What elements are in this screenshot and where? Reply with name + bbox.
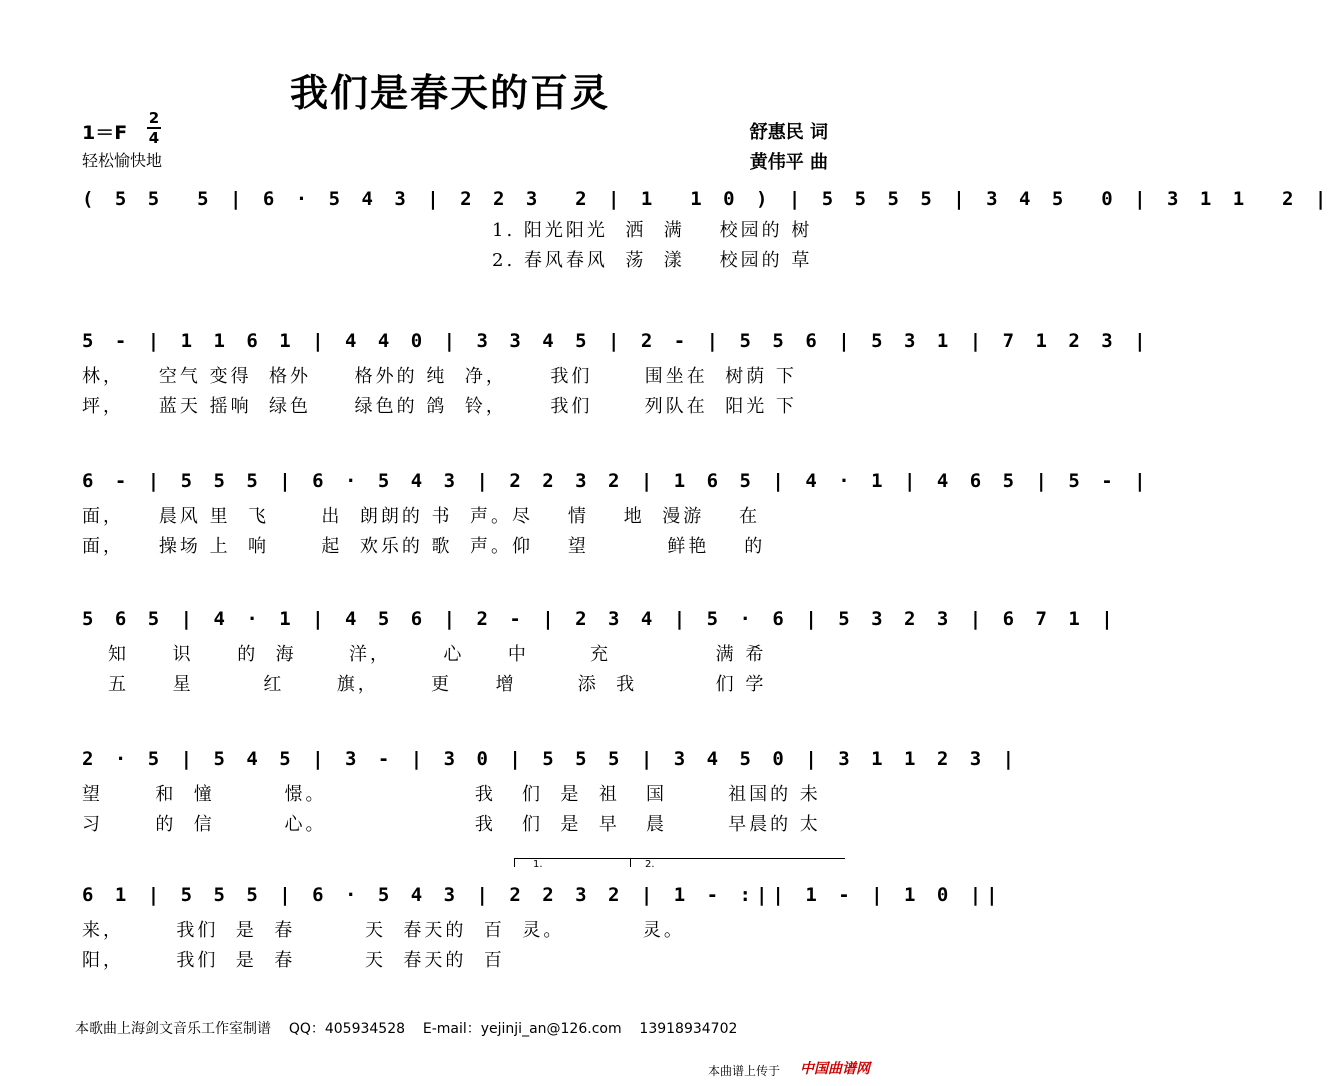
lyricist-credit: 舒惠民 词: [749, 122, 828, 143]
qq-contact: QQ：405934528: [288, 1021, 406, 1037]
lyric-verse-1: 面， 晨风 里 飞 出 朗朗的 书 声。尽 情 地 漫游 在: [82, 506, 761, 527]
site-logo: 中国曲谱网: [800, 1061, 870, 1077]
song-title: 我们是春天的百灵: [289, 70, 610, 115]
composer-credit: 黄伟平 曲: [749, 152, 828, 173]
time-signature-top: 2: [148, 109, 160, 127]
lyric-verse-1: 望 和 憧 憬。 我 们 是 祖 国 祖国的 未: [82, 784, 821, 805]
lyric-verse-1: 来， 我们 是 春 天 春天的 百 灵。 灵。: [82, 920, 685, 941]
system-2: [82, 330, 1151, 417]
lyric-verse-2: 面， 操场 上 响 起 欢乐的 歌 声。仰 望 鲜艳 的: [82, 536, 766, 557]
note-line: 5 - | 1 1 6 1 | 4 4 0 | 3 3 4 5 | 2 - | 5 5 6 | 5 3 1 | 7 1 2 3 |: [82, 330, 1151, 352]
note-line: 2 · 5 | 5 4 5 | 3 - | 3 0 | 5 5 5 | 3 4 5 0 | 3 1 1 2 3 |: [82, 748, 1020, 770]
system-5: [82, 748, 1020, 835]
note-line: 5 6 5 | 4 · 1 | 4 5 6 | 2 - | 2 3 4 | 5 · 6 | 5 3 2 3 | 6 7 1 |: [82, 608, 1118, 630]
email-contact: E-mail：yejinji_an@126.com: [422, 1021, 622, 1037]
lyric-verse-1: 知 识 的 海 洋， 心 中 充 满 希: [108, 644, 767, 665]
first-ending-bracket: 1.: [514, 858, 637, 867]
second-ending-bracket: 2.: [630, 858, 845, 867]
key-signature: 1＝F: [82, 122, 128, 144]
phone-contact: 13918934702: [639, 1021, 738, 1037]
lyric-verse-2: 坪， 蓝天 摇响 绿色 绿色的 鸽 铃， 我们 列队在 阳光 下: [82, 396, 797, 417]
system-4: [82, 608, 1118, 695]
studio-credit: 本歌曲上海剑文音乐工作室制谱: [75, 1021, 271, 1037]
note-line: 6 - | 5 5 5 | 6 · 5 4 3 | 2 2 3 2 | 1 6 5 | 4 · 1 | 4 6 5 | 5 - |: [82, 470, 1151, 492]
tempo-marking: 轻松愉快地: [82, 151, 163, 170]
lyric-verse-1: 林， 空气 变得 格外 格外的 纯 净， 我们 围坐在 树荫 下: [82, 366, 797, 387]
upload-notice: 本曲谱上传于: [708, 1064, 781, 1078]
lyric-verse-2: 2. 春风春风 荡 漾 校园的 草: [492, 250, 813, 271]
note-line: ( 5 5 5 | 6 · 5 4 3 | 2 2 3 2 | 1 1 0 ) | 5 5 5 5 | 3 4 5 0 | 3 1 1 2 |: [82, 188, 1331, 210]
note-line: 6 1 | 5 5 5 | 6 · 5 4 3 | 2 2 3 2 | 1 - :|| 1 - | 1 0 ||: [82, 884, 1003, 906]
system-6: [82, 859, 1003, 971]
footer-credit: [75, 1018, 737, 1038]
lyric-verse-2: 习 的 信 心。 我 们 是 早 晨 早晨的 太: [82, 814, 821, 835]
lyric-verse-2: 五 星 红 旗， 更 增 添 我 们 学: [108, 674, 767, 695]
lyric-verse-1: 1. 阳光阳光 洒 满 校园的 树: [492, 220, 813, 241]
time-signature: [147, 110, 161, 146]
system-3: [82, 470, 1151, 557]
lyric-verse-2: 阳， 我们 是 春 天 春天的 百: [82, 950, 505, 971]
time-signature-bottom: 4: [148, 129, 160, 147]
system-1: [82, 188, 1331, 271]
